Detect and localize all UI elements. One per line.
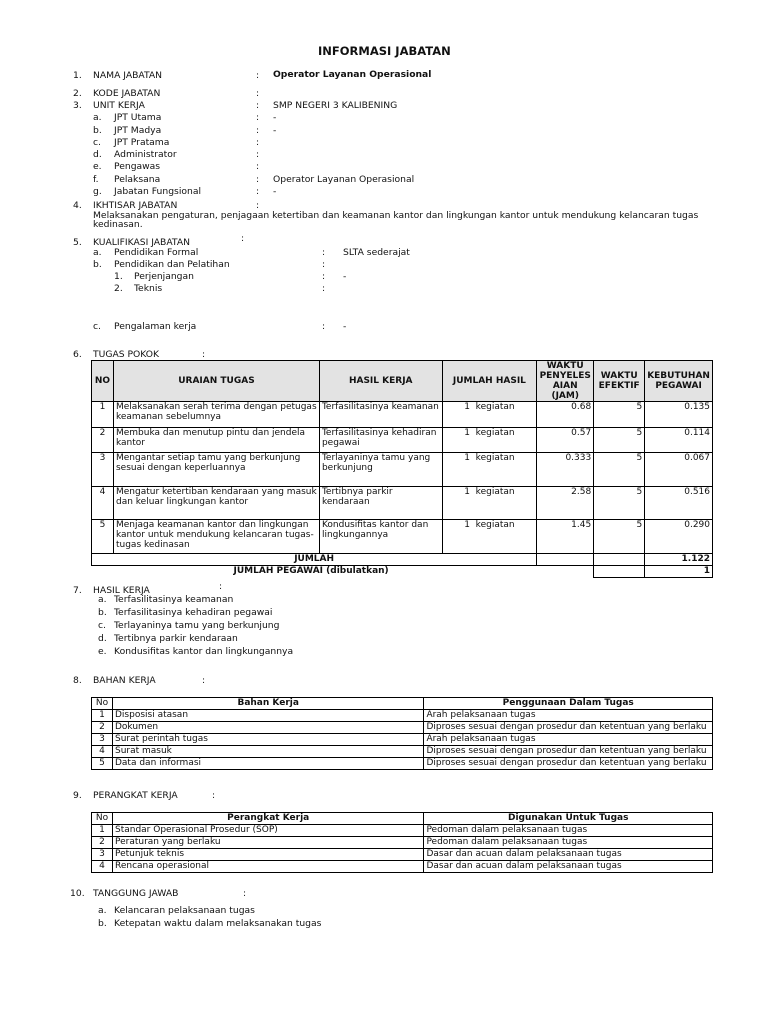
row-perangkat: Peraturan yang berlaku	[112, 837, 423, 849]
list-letter: b.	[98, 607, 107, 618]
header-line: PEGAWAI	[655, 381, 702, 391]
row-efektif: 5	[594, 453, 645, 487]
row-efektif: 5	[594, 520, 645, 554]
sublist-label: Teknis	[134, 283, 163, 294]
row-jumlah	[442, 428, 537, 453]
section-number: 6.	[73, 349, 82, 360]
text-line: Tertibnya parkir	[321, 487, 393, 497]
row-uraian	[113, 453, 319, 487]
text-line: Membuka dan menutup pintu dan jendela	[115, 428, 306, 438]
row-guna: Dasar dan acuan dalam pelaksanaan tugas	[424, 861, 713, 873]
colon: :	[256, 161, 260, 172]
row-guna: Diproses sesuai dengan prosedur dan ketentuan yang berlaku	[424, 722, 713, 734]
text-line: Terfasilitasinya keamanan	[321, 402, 439, 412]
row-hasil	[319, 487, 442, 520]
list-text: Kondusifitas kantor dan lingkungannya	[114, 646, 294, 657]
row-no: 1	[92, 825, 113, 837]
header-line: KEBUTUHAN	[647, 371, 710, 381]
section-number: 7.	[73, 585, 82, 596]
list-label: JPT Utama	[114, 112, 162, 123]
text-line: kendaraan	[321, 497, 370, 507]
row-no: 4	[92, 746, 113, 758]
section-number: 4.	[73, 200, 82, 211]
jumlah-value: 1	[464, 402, 470, 412]
section-number: 9.	[73, 790, 82, 801]
document-title: INFORMASI JABATAN	[318, 44, 451, 58]
row-no: 3	[92, 453, 114, 487]
row-guna: Dasar dan acuan dalam pelaksanaan tugas	[424, 849, 713, 861]
row-kebutuhan: 0.516	[645, 487, 713, 520]
colon: :	[202, 675, 206, 686]
row-waktu: 2.58	[537, 487, 594, 520]
list-letter: c.	[93, 137, 101, 148]
list-text: Tertibnya parkir kendaraan	[114, 633, 238, 644]
ikhtisar-text: kedinasan.	[93, 219, 143, 230]
colon: :	[256, 88, 260, 99]
jumlah-pegawai-value: 1	[645, 566, 713, 578]
text-line: berkunjung	[321, 463, 373, 473]
sublist-number: 1.	[114, 271, 123, 282]
list-letter: g.	[93, 186, 102, 197]
list-letter: e.	[93, 161, 102, 172]
row-uraian	[113, 428, 319, 453]
list-letter: b.	[98, 918, 107, 929]
row-no: 1	[92, 402, 114, 428]
row-efektif: 5	[594, 402, 645, 428]
row-hasil	[319, 520, 442, 554]
list-letter: d.	[98, 633, 107, 644]
jumlah-pegawai-label: JUMLAH PEGAWAI (dibulatkan)	[233, 566, 389, 576]
row-guna: Arah pelaksanaan tugas	[424, 710, 713, 722]
colon: :	[322, 283, 326, 294]
list-label: JPT Pratama	[114, 137, 170, 148]
col-header-no: No	[92, 698, 113, 710]
row-guna: Pedoman dalam pelaksanaan tugas	[424, 837, 713, 849]
row-perangkat: Standar Operasional Prosedur (SOP)	[112, 825, 423, 837]
row-jumlah	[442, 453, 537, 487]
text-line: Terfasilitasinya kehadiran	[321, 428, 437, 438]
section-label: KUALIFIKASI JABATAN	[93, 237, 190, 248]
row-efektif: 5	[594, 428, 645, 453]
table-row	[92, 520, 713, 554]
list-value: -	[273, 112, 277, 123]
list-letter: a.	[98, 594, 107, 605]
header-line: WAKTU	[600, 371, 638, 381]
text-line: kantor	[115, 438, 145, 448]
row-no: 5	[92, 758, 113, 770]
row-guna: Diproses sesuai dengan prosedur dan ketentuan yang berlaku	[424, 758, 713, 770]
jumlah-pegawai-label-cell	[92, 566, 594, 578]
list-label: Pendidikan Formal	[114, 247, 199, 258]
section-number: 8.	[73, 675, 82, 686]
col-header-jumlah: JUMLAH HASIL	[442, 361, 537, 402]
row-guna: Diproses sesuai dengan prosedur dan ketentuan yang berlaku	[424, 746, 713, 758]
nama-jabatan-value: Operator Layanan Operasional	[273, 69, 432, 80]
table-row	[92, 825, 713, 837]
section-label: UNIT KERJA	[93, 100, 145, 111]
text-line: Terlayaninya tamu yang	[321, 453, 431, 463]
list-text: Ketepatan waktu dalam melaksanakan tugas	[114, 918, 322, 929]
row-jumlah	[442, 402, 537, 428]
row-waktu: 0.57	[537, 428, 594, 453]
header-line: EFEKTIF	[598, 381, 640, 391]
header-line: AIAN (JAM)	[551, 381, 579, 401]
list-label: Pendidikan dan Pelatihan	[114, 259, 230, 270]
jumlah-row	[92, 554, 713, 566]
row-no: 5	[92, 520, 114, 554]
text-line: Mengantar setiap tamu yang berkunjung	[115, 453, 301, 463]
section-label: HASIL KERJA	[93, 585, 150, 596]
colon: :	[256, 100, 260, 111]
section-label: BAHAN KERJA	[93, 675, 156, 686]
tugas-pokok-table	[91, 360, 713, 578]
jumlah-unit: kegiatan	[475, 428, 515, 438]
section-label: IKHTISAR JABATAN	[93, 200, 178, 211]
sublist-number: 2.	[114, 283, 123, 294]
row-uraian	[113, 402, 319, 428]
row-hasil	[319, 453, 442, 487]
row-jumlah	[442, 487, 537, 520]
row-kebutuhan: 0.290	[645, 520, 713, 554]
table-row	[92, 861, 713, 873]
text-line: sesuai dengan keperluannya	[115, 463, 246, 473]
col-header-kebutuhan	[645, 361, 713, 402]
table-row	[92, 734, 713, 746]
section-label: NAMA JABATAN	[93, 70, 163, 81]
row-waktu: 0.68	[537, 402, 594, 428]
empty-cell	[537, 554, 594, 566]
row-bahan: Data dan informasi	[112, 758, 423, 770]
col-header-uraian: URAIAN TUGAS	[113, 361, 319, 402]
colon: :	[241, 233, 245, 244]
jumlah-unit: kegiatan	[475, 520, 515, 530]
row-uraian	[113, 487, 319, 520]
sublist-value: -	[343, 271, 347, 282]
row-efektif: 5	[594, 487, 645, 520]
list-value: -	[273, 125, 277, 136]
row-hasil	[319, 402, 442, 428]
list-letter: b.	[93, 259, 102, 270]
col-header-efektif	[594, 361, 645, 402]
row-bahan: Disposisi atasan	[112, 710, 423, 722]
colon: :	[256, 200, 260, 211]
section-label: PERANGKAT KERJA	[93, 790, 178, 801]
section-label: TUGAS POKOK	[93, 349, 160, 360]
section-number: 2.	[73, 88, 82, 99]
row-no: 4	[92, 861, 113, 873]
row-no: 2	[92, 837, 113, 849]
row-no: 3	[92, 734, 113, 746]
list-letter: a.	[93, 247, 102, 258]
perangkat-kerja-table	[91, 812, 713, 873]
ikhtisar-text: Melaksanakan pengaturan, penjagaan ketertiban dan keamanan kantor dan lingkungan kantor untuk mendukung kelancaran tugas	[93, 210, 699, 221]
row-no: 2	[92, 722, 113, 734]
jumlah-value: 1	[464, 453, 470, 463]
list-text: Kelancaran pelaksanaan tugas	[114, 905, 255, 916]
text-line: Menjaga keamanan kantor dan lingkungan	[115, 520, 309, 530]
jumlah-label: JUMLAH	[92, 554, 537, 566]
col-header-guna: Digunakan Untuk Tugas	[424, 813, 713, 825]
col-header-waktu	[537, 361, 594, 402]
col-header-hasil: HASIL KERJA	[319, 361, 442, 402]
row-kebutuhan: 0.067	[645, 453, 713, 487]
text-line: pegawai	[321, 438, 360, 448]
colon: :	[212, 790, 216, 801]
row-perangkat: Rencana operasional	[112, 861, 423, 873]
list-letter: c.	[98, 620, 106, 631]
row-uraian	[113, 520, 319, 554]
colon: :	[322, 247, 326, 258]
list-text: Terfasilitasinya keamanan	[114, 594, 234, 605]
list-label: Pelaksana	[114, 174, 161, 185]
jumlah-value: 1	[464, 428, 470, 438]
text-line: kantor untuk mendukung kelancaran tugas-	[115, 530, 314, 540]
sublist-label: Perjenjangan	[134, 271, 194, 282]
col-header-no: NO	[92, 361, 114, 402]
list-value: -	[343, 321, 347, 332]
list-label: Pengalaman kerja	[114, 321, 197, 332]
table-row	[92, 402, 713, 428]
row-bahan: Surat masuk	[112, 746, 423, 758]
list-value: -	[273, 186, 277, 197]
list-value: SLTA sederajat	[343, 247, 410, 258]
list-label: Jabatan Fungsional	[114, 186, 202, 197]
text-line: lingkungannya	[321, 530, 389, 540]
empty-cell	[594, 554, 645, 566]
colon: :	[322, 271, 326, 282]
col-header-perangkat: Perangkat Kerja	[112, 813, 423, 825]
table-header-row	[92, 813, 713, 825]
row-waktu: 0.333	[537, 453, 594, 487]
colon: :	[256, 112, 260, 123]
list-letter: b.	[93, 125, 102, 136]
colon: :	[256, 125, 260, 136]
colon: :	[219, 581, 223, 592]
list-letter: c.	[93, 321, 101, 332]
text-line: dan keluar lingkungan kantor	[115, 497, 249, 507]
table-header-row	[92, 698, 713, 710]
col-header-guna: Penggunaan Dalam Tugas	[424, 698, 713, 710]
table-header-row	[92, 361, 713, 402]
row-kebutuhan: 0.114	[645, 428, 713, 453]
header-line: PENYELES	[539, 371, 591, 381]
row-guna: Pedoman dalam pelaksanaan tugas	[424, 825, 713, 837]
row-no: 2	[92, 428, 114, 453]
colon: :	[322, 259, 326, 270]
row-waktu: 1.45	[537, 520, 594, 554]
colon: :	[202, 349, 206, 360]
list-label: Administrator	[114, 149, 177, 160]
table-row	[92, 428, 713, 453]
header-line: WAKTU	[546, 361, 584, 371]
text-line: Kondusifitas kantor dan	[321, 520, 429, 530]
jumlah-unit: kegiatan	[475, 402, 515, 412]
col-header-no: No	[92, 813, 113, 825]
colon: :	[243, 888, 247, 899]
text-line: keamanan sebelumnya	[115, 412, 221, 422]
table-row	[92, 746, 713, 758]
colon: :	[256, 174, 260, 185]
jumlah-value: 1	[464, 487, 470, 497]
list-letter: a.	[93, 112, 102, 123]
list-letter: d.	[93, 149, 102, 160]
row-no: 1	[92, 710, 113, 722]
jumlah-unit: kegiatan	[475, 453, 515, 463]
section-number: 10.	[70, 888, 85, 899]
colon: :	[256, 186, 260, 197]
table-row	[92, 849, 713, 861]
unit-kerja-value: SMP NEGERI 3 KALIBENING	[273, 100, 398, 111]
colon: :	[322, 321, 326, 332]
text-line: Melaksanakan serah terima dengan petugas	[115, 402, 317, 412]
table-row	[92, 837, 713, 849]
list-letter: f.	[93, 174, 99, 185]
list-text: Terfasilitasinya kehadiran pegawai	[114, 607, 273, 618]
row-perangkat: Petunjuk teknis	[112, 849, 423, 861]
row-hasil	[319, 428, 442, 453]
jumlah-value: 1	[464, 520, 470, 530]
section-label: TANGGUNG JAWAB	[93, 888, 179, 899]
section-number: 5.	[73, 237, 82, 248]
section-label: KODE JABATAN	[93, 88, 161, 99]
col-header-bahan: Bahan Kerja	[112, 698, 423, 710]
row-bahan: Dokumen	[112, 722, 423, 734]
row-guna: Arah pelaksanaan tugas	[424, 734, 713, 746]
section-number: 3.	[73, 100, 82, 111]
jumlah-total: 1.122	[645, 554, 713, 566]
empty-cell	[594, 566, 645, 578]
table-row	[92, 710, 713, 722]
colon: :	[256, 149, 260, 160]
list-letter: a.	[98, 905, 107, 916]
jumlah-pegawai-row	[92, 566, 713, 578]
text-line: tugas kedinasan	[115, 540, 190, 550]
list-label: Pengawas	[114, 161, 161, 172]
bahan-kerja-table	[91, 697, 713, 770]
section-number: 1.	[73, 70, 82, 81]
table-row	[92, 453, 713, 487]
table-row	[92, 758, 713, 770]
list-text: Terlayaninya tamu yang berkunjung	[114, 620, 280, 631]
jumlah-unit: kegiatan	[475, 487, 515, 497]
table-row	[92, 487, 713, 520]
row-no: 3	[92, 849, 113, 861]
colon: :	[256, 70, 260, 81]
text-line: Mengatur ketertiban kendaraan yang masuk	[115, 487, 317, 497]
list-value: Operator Layanan Operasional	[273, 174, 415, 185]
list-letter: e.	[98, 646, 107, 657]
list-label: JPT Madya	[114, 125, 162, 136]
row-kebutuhan: 0.135	[645, 402, 713, 428]
table-row	[92, 722, 713, 734]
row-no: 4	[92, 487, 114, 520]
colon: :	[256, 137, 260, 148]
row-jumlah	[442, 520, 537, 554]
row-bahan: Surat perintah tugas	[112, 734, 423, 746]
